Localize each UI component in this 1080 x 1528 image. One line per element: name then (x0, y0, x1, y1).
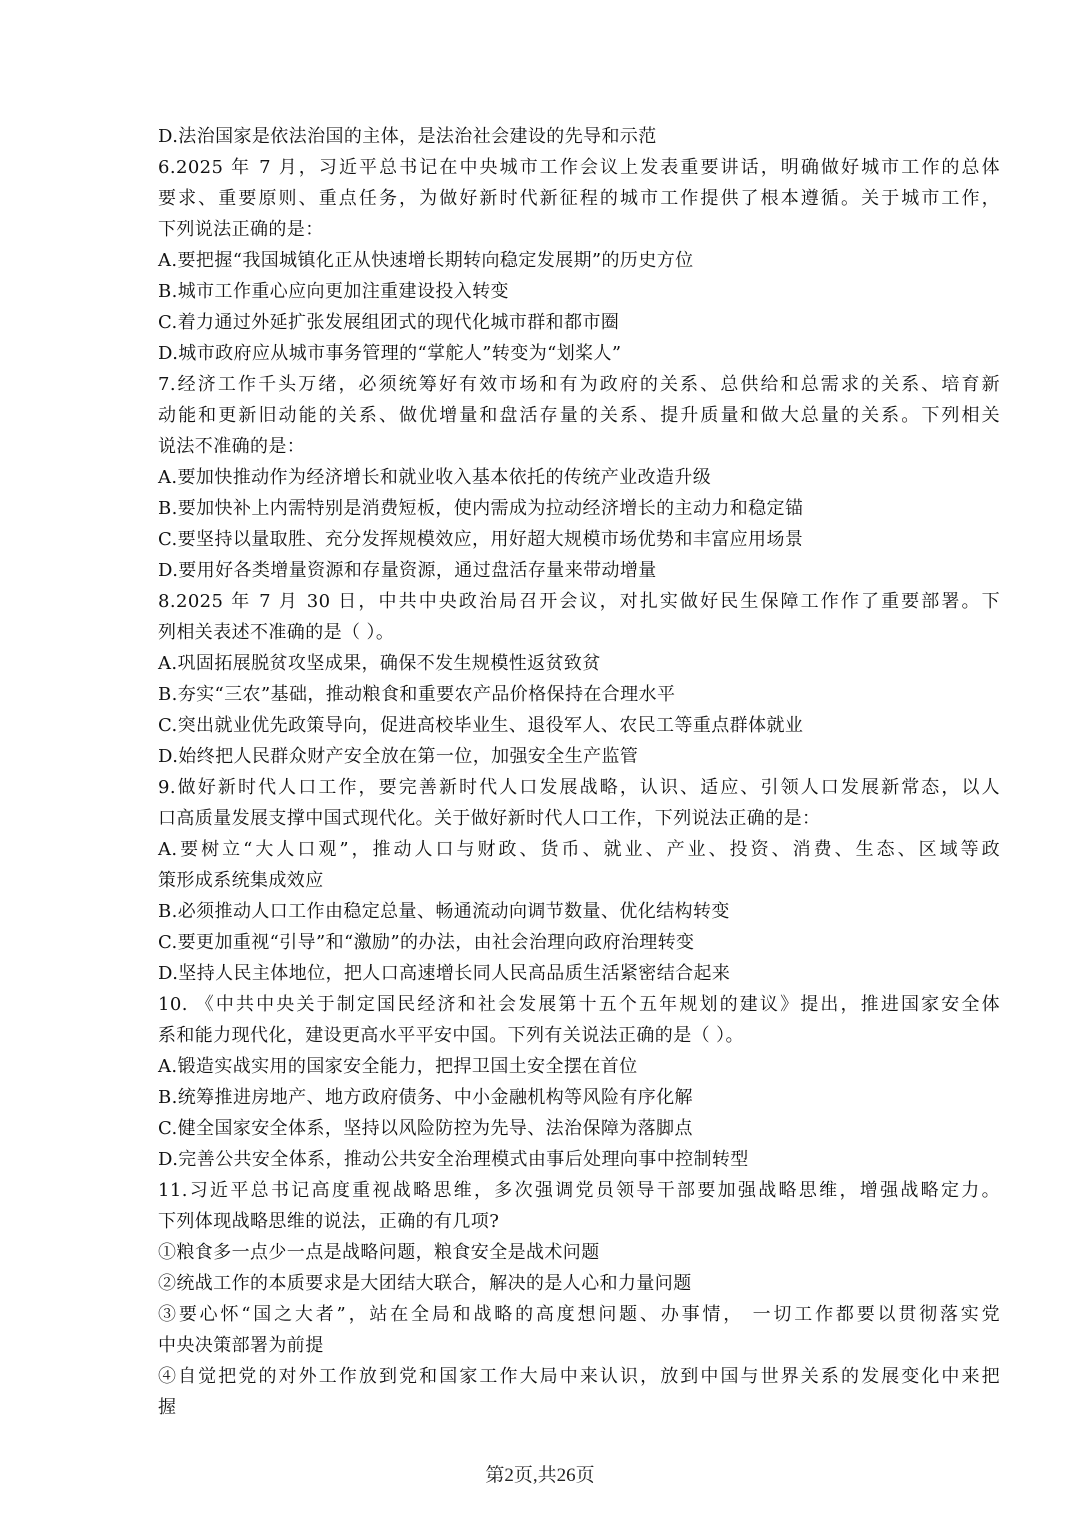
text-line: ③要心怀“国之大者”，站在全局和战略的高度想问题、办事情， 一切工作都要以贯彻落实党 (158, 1304, 1000, 1325)
page-number: 第2页,共26页 (485, 1465, 595, 1486)
text-line: 动能和更新旧动能的关系、做优增量和盘活存量的关系、提升质量和做大总量的关系。下列相关 (158, 405, 1000, 426)
text-line: A.锻造实战实用的国家安全能力，把捍卫国土安全摆在首位 (158, 1056, 638, 1077)
text-line: 口高质量发展支撑中国式现代化。关于做好新时代人口工作，下列说法正确的是： (158, 808, 821, 829)
text-line: D.坚持人民主体地位，把人口高速增长同人民高品质生活紧密结合起来 (158, 963, 731, 984)
text-line: ①粮食多一点少一点是战略问题，粮食安全是战术问题 (158, 1242, 600, 1263)
text-line: B.统筹推进房地产、地方政府债务、中小金融机构等风险有序化解 (158, 1087, 693, 1108)
text-line: ④自觉把党的对外工作放到党和国家工作大局中来认识，放到中国与世界关系的发展变化中来把 (158, 1366, 1000, 1387)
text-line: 要求、重要原则、重点任务，为做好新时代新征程的城市工作提供了根本遵循。关于城市工作， (158, 188, 1000, 209)
text-line: 7.经济工作千头万绪，必须统筹好有效市场和有为政府的关系、总供给和总需求的关系、培育新 (158, 374, 1000, 395)
text-line: 握 (158, 1397, 177, 1418)
text-line: 8.2025 年 7 月 30 日，中共中央政治局召开会议，对扎实做好民生保障工作作了重要部署。下 (158, 591, 1000, 612)
text-line: B.夯实“三农”基础，推动粮食和重要农产品价格保持在合理水平 (158, 684, 676, 705)
text-line: 说法不准确的是： (158, 436, 306, 457)
text-line: D.城市政府应从城市事务管理的“掌舵人”转变为“划桨人” (158, 343, 622, 364)
text-line: 系和能力现代化，建设更高水平平安中国。下列有关说法正确的是（ ）。 (158, 1025, 744, 1046)
text-line: 下列体现战略思维的说法，正确的有几项? (158, 1211, 500, 1232)
text-line: A.巩固拓展脱贫攻坚成果，确保不发生规模性返贫致贫 (158, 653, 601, 674)
text-line: D.始终把人民群众财产安全放在第一位，加强安全生产监管 (158, 746, 639, 767)
text-line: A.要加快推动作为经济增长和就业收入基本依托的传统产业改造升级 (158, 467, 712, 488)
text-line: C.健全国家安全体系，坚持以风险防控为先导、法治保障为落脚点 (158, 1118, 693, 1139)
question-text (158, 121, 1000, 1423)
text-line: D.法治国家是依法治国的主体，是法治社会建设的先导和示范 (158, 126, 657, 147)
text-line: D.完善公共安全体系，推动公共安全治理模式由事后处理向事中控制转型 (158, 1149, 749, 1170)
text-line: C.要坚持以量取胜、充分发挥规模效应，用好超大规模市场优势和丰富应用场景 (158, 529, 804, 550)
text-line: 10. 《中共中央关于制定国民经济和社会发展第十五个五年规划的建议》提出，推进国家安全体 (158, 994, 1000, 1015)
text-line: 6.2025 年 7 月，习近平总书记在中央城市工作会议上发表重要讲话，明确做好城市工作的总体 (158, 157, 1000, 178)
text-line: 列相关表述不准确的是（ ）。 (158, 622, 395, 643)
text-line: C.要更加重视“引导”和“激励”的办法，由社会治理向政府治理转变 (158, 932, 695, 953)
text-line: D.要用好各类增量资源和存量资源，通过盘活存量来带动增量 (158, 560, 657, 581)
text-line: ②统战工作的本质要求是大团结大联合，解决的是人心和力量问题 (158, 1273, 692, 1294)
text-line: B.必须推动人口工作由稳定总量、畅通流动向调节数量、优化结构转变 (158, 901, 730, 922)
text-line: C.突出就业优先政策导向，促进高校毕业生、退役军人、农民工等重点群体就业 (158, 715, 804, 736)
text-line: 下列说法正确的是： (158, 219, 324, 240)
text-line: C.着力通过外延扩张发展组团式的现代化城市群和都市圈 (158, 312, 620, 333)
text-line: B.要加快补上内需特别是消费短板，使内需成为拉动经济增长的主动力和稳定锚 (158, 498, 804, 519)
text-line: B.城市工作重心应向更加注重建设投入转变 (158, 281, 509, 302)
text-line: 策形成系统集成效应 (158, 870, 324, 891)
text-line: 中央决策部署为前提 (158, 1335, 324, 1356)
text-line: A.要把握“我国城镇化正从快速增长期转向稳定发展期”的历史方位 (158, 250, 694, 271)
text-line: A.要树立“大人口观”，推动人口与财政、货币、就业、产业、投资、消费、生态、区域等政 (158, 839, 1000, 860)
text-line: 9.做好新时代人口工作，要完善新时代人口发展战略，认识、适应、引领人口发展新常态，以人 (158, 777, 1000, 798)
text-line: 11.习近平总书记高度重视战略思维，多次强调党员领导干部要加强战略思维，增强战略定力。 (158, 1180, 1000, 1201)
